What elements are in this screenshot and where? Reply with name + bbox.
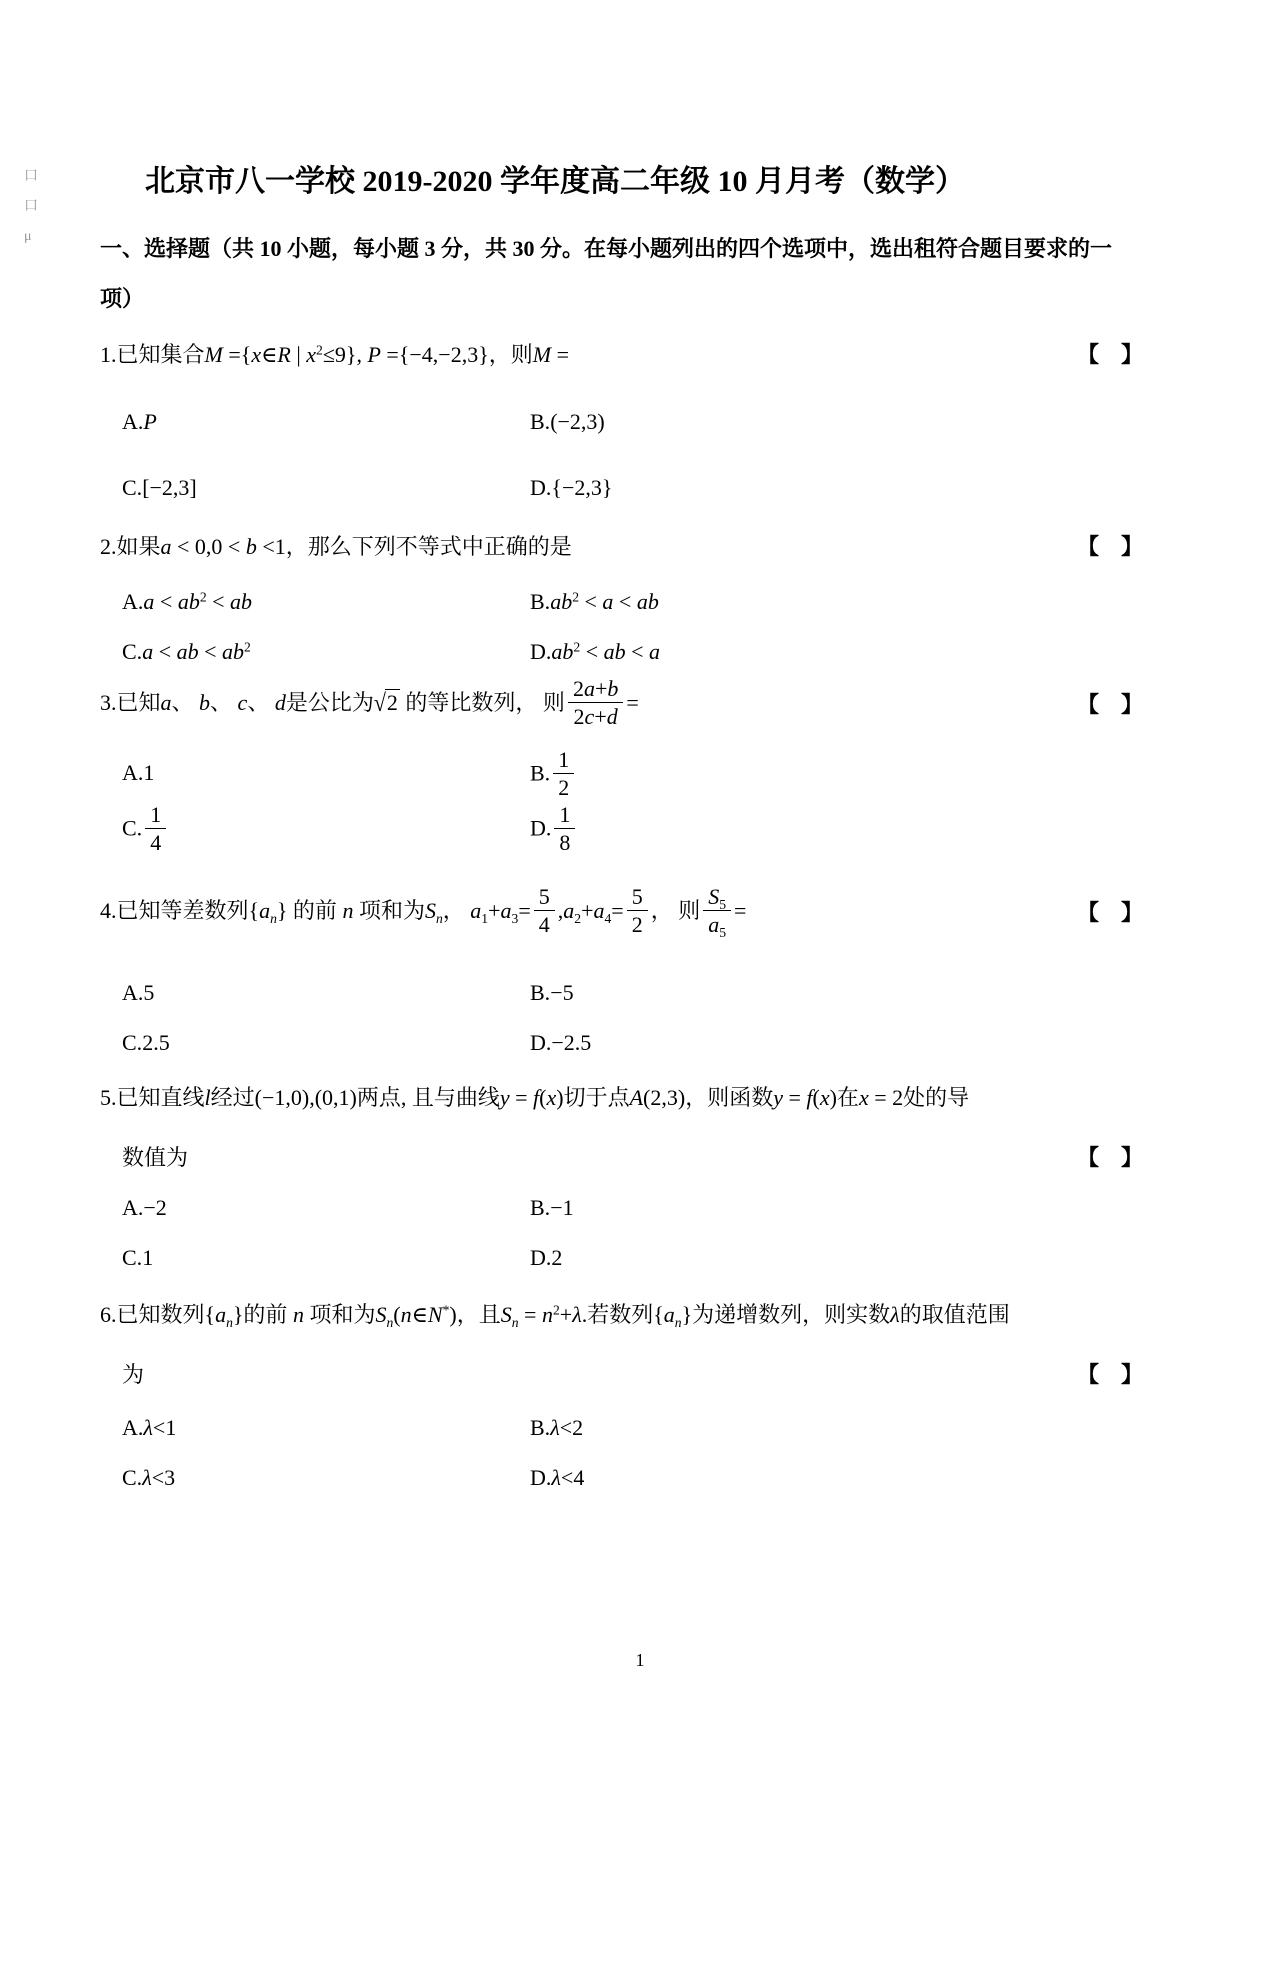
question-4-options-row1 [100,968,1145,1018]
option-c [100,803,530,858]
option-value: −5 [550,980,574,1005]
option-d [530,627,660,677]
question-1-stem-text: 1.已知集合M ={x∈R | $x^2\le 9$}, P ={−4,−2,3}，则M = [100,342,569,367]
question-1-options-row2 [100,463,1145,513]
option-label: B. [530,1195,551,1220]
option-label: C. [122,1030,143,1055]
option-value: λ<1 [143,1415,177,1440]
option-value: 1 [143,760,155,785]
scan-mark: μ [24,229,32,244]
question-5-stem [100,1073,1145,1123]
question-1 [100,330,1145,513]
option-c [100,463,530,513]
option-value: $\frac{1}{8}$ [551,816,578,841]
option-label: D. [530,1245,552,1270]
option-label: C. [122,815,143,841]
option-value: −2 [143,1195,167,1220]
option-label: B. [530,589,551,614]
option-value: a < ab < $ab^2$ [142,639,251,664]
page-number: 1 [635,1650,645,1670]
question-6 [100,1290,1145,1503]
option-value: −1 [550,1195,574,1220]
option-label: B. [530,760,551,786]
question-6-stem-line2-text: 为 [122,1362,145,1387]
option-a [100,1183,530,1233]
question-2-options-row1 [100,577,1145,627]
option-value: λ<3 [142,1465,176,1490]
option-label: B. [530,1415,551,1440]
question-3-stem-text: 3.已知a、 b、 c、 d是公比为√2 的等比数列， 则 $\frac{2a+b}{2c+d}$ = [100,676,639,729]
question-2-options-row2 [100,627,1145,677]
option-label: A. [122,1415,144,1440]
option-value: {−2,3} [551,475,613,500]
question-5-options-row1 [100,1183,1145,1233]
option-d [530,463,612,513]
question-5-stem-line2-text: 数值为 [122,1145,189,1170]
exam-paper [0,160,1280,1503]
option-value: $a < ab^2$ < ab [143,589,253,614]
question-6-stem-line2 [100,1350,1145,1400]
option-b [530,968,574,1018]
option-value: λ<4 [551,1465,585,1490]
option-d [530,803,578,858]
option-b [530,748,577,803]
question-3-stem [100,677,1145,732]
option-label: C. [122,1245,143,1270]
question-4-stem-text: 4.已知等差数列$\{a_n\}$ 的前 n 项和为$S_n$， $a_1+a_3=$ $\frac{5}{4}$ $,a_2+a_4=$ $\frac{5}{2}$ ， 则 $\frac{S_5}{a_5}$ = [100,884,747,940]
answer-bracket: 【 】 [1077,899,1144,925]
option-label: D. [530,1030,552,1055]
scan-mark: 口 [24,199,38,214]
question-5-stem-text: 5.已知直线l经过(−1,0),(0,1)两点, 且与曲线y = f(x)切于点A(2,3)，则函数y = f(x)在x = 2处的导 [100,1085,970,1110]
option-c [100,1233,530,1283]
option-d [530,1018,591,1068]
question-3-options-row1 [100,748,1145,803]
option-a [100,1403,530,1453]
section-header-line1: 一、选择题（共 10 小题，每小题 3 分，共 30 分。在每小题列出的四个选项中，选出租符合题目要求的一 [100,236,1113,261]
option-d [530,1233,562,1283]
scan-mark: 口 [24,169,38,184]
option-value: 1 [142,1245,154,1270]
question-1-stem [100,330,1145,380]
option-a [100,968,530,1018]
question-6-options-row1 [100,1403,1145,1453]
option-b [530,1403,583,1453]
question-1-options-row1 [100,397,1145,447]
question-3-options-row2 [100,803,1145,858]
option-label: B. [530,409,551,434]
option-a [100,397,530,447]
scan-artifacts [24,162,38,252]
question-2 [100,522,1145,677]
option-label: C. [122,1465,143,1490]
answer-bracket: 【 】 [1077,691,1144,717]
option-label: C. [122,639,143,664]
answer-bracket: 【 】 [1077,534,1144,559]
option-b [530,577,659,627]
question-5 [100,1073,1145,1283]
option-value: $\frac{1}{2}$ [550,761,577,786]
option-value: P [143,409,157,434]
option-label: A. [122,980,144,1005]
option-value: [−2,3] [142,475,197,500]
question-6-stem [100,1290,1145,1340]
option-label: D. [530,475,552,500]
option-label: D. [530,639,552,664]
section-header-line2: 项） [100,286,145,311]
option-label: A. [122,760,144,785]
question-5-options-row2 [100,1233,1145,1283]
option-c [100,1018,530,1068]
question-4 [100,885,1145,1068]
option-c [100,627,530,677]
option-value: −2.5 [551,1030,592,1055]
option-value: λ<2 [550,1415,584,1440]
option-label: D. [530,815,552,841]
option-label: A. [122,1195,144,1220]
answer-bracket: 【 】 [1077,1362,1144,1387]
option-value: 2.5 [142,1030,170,1055]
option-b [530,1183,574,1233]
answer-bracket: 【 】 [1077,1145,1144,1170]
question-4-stem [100,885,1145,940]
question-5-stem-line2 [100,1133,1145,1183]
option-label: A. [122,589,144,614]
question-2-stem-text: 2.如果a < 0,0 < b <1，那么下列不等式中正确的是 [100,534,572,559]
question-6-options-row2 [100,1453,1145,1503]
question-6-stem-text: 6.已知数列$\{a_n\}$的前 n 项和为$S_n(n\in N^*)$，且$S_n = n^2+\lambda$.若数列$\{a_n\}$为递增数列，则实数λ的取值范围 [100,1302,1010,1330]
option-value: $ab^2$ < ab < a [551,639,661,664]
option-label: D. [530,1465,552,1490]
option-label: B. [530,980,551,1005]
option-b [530,397,605,447]
option-d [530,1453,584,1503]
page-title: 北京市八一学校 2019-2020 学年度高二年级 10 月月考（数学） [145,165,965,198]
question-3 [100,677,1145,858]
question-4-options-row2 [100,1018,1145,1068]
option-label: A. [122,409,144,434]
option-c [100,1453,530,1503]
question-2-stem [100,522,1145,572]
option-value: (−2,3) [550,409,605,434]
option-value: 2 [551,1245,563,1270]
option-value: 5 [143,980,155,1005]
answer-bracket: 【 】 [1077,342,1144,367]
option-value: $ab^2 < a$ < ab [550,589,659,614]
option-a [100,577,530,627]
option-value: $\frac{1}{4}$ [142,816,169,841]
option-a [100,748,530,803]
option-label: C. [122,475,143,500]
